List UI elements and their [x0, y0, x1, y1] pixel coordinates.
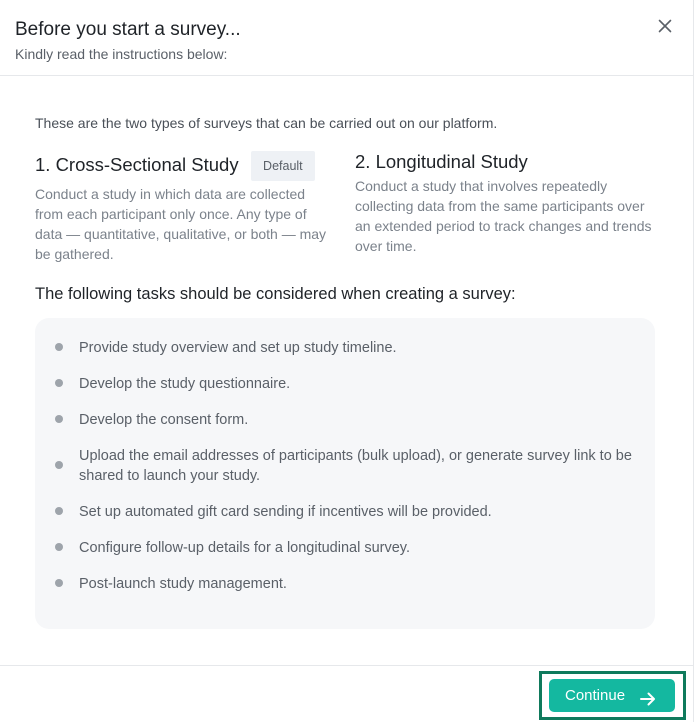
close-icon — [654, 15, 676, 37]
default-badge: Default — [251, 151, 315, 181]
bullet-dot — [55, 461, 63, 469]
intro-text: These are the two types of surveys that can be carried out on our platform. — [35, 115, 498, 131]
close-button[interactable] — [654, 15, 676, 37]
list-item: Develop the consent form. — [79, 412, 249, 428]
study-title: 2. Longitudinal Study — [355, 151, 528, 172]
bullet-dot — [55, 415, 63, 423]
study-description: Conduct a study that involves repeatedly collecting data from the same participants over an extended period to track changes and trends over time. — [355, 178, 652, 254]
modal-subtitle: Kindly read the instructions below: — [15, 46, 228, 62]
bullet-dot — [55, 507, 63, 515]
continue-label: Continue — [565, 687, 626, 704]
list-item: Develop the study questionnaire. — [79, 376, 291, 392]
tasks-list — [35, 318, 655, 629]
study-type-longitudinal — [355, 150, 655, 256]
bullet-dot — [55, 343, 63, 351]
continue-button[interactable] — [549, 679, 675, 712]
list-item: Configure follow-up details for a longitudinal survey. — [79, 540, 410, 556]
list-item: Set up automated gift card sending if incentives will be provided. — [79, 504, 492, 520]
modal-title: Before you start a survey... — [15, 19, 241, 40]
bullet-dot — [55, 579, 63, 587]
study-type-cross-sectional — [35, 150, 335, 264]
bullet-dot — [55, 379, 63, 387]
list-item: Provide study overview and set up study timeline. — [79, 340, 397, 356]
study-title: 1. Cross-Sectional Study — [35, 154, 239, 175]
tasks-heading: The following tasks should be considered when creating a survey: — [35, 285, 516, 303]
list-item: Upload the email addresses of participants (bulk upload), or generate survey link to be shared to launch your study. — [79, 448, 632, 484]
modal-header — [0, 0, 694, 76]
bullet-dot — [55, 543, 63, 551]
study-description: Conduct a study in which data are collected from each participant only once. Any type of data — quantitative, qualitative, or both — may be gathered. — [35, 186, 327, 262]
list-item: Post-launch study management. — [79, 576, 287, 592]
arrow-right-icon — [639, 687, 657, 705]
